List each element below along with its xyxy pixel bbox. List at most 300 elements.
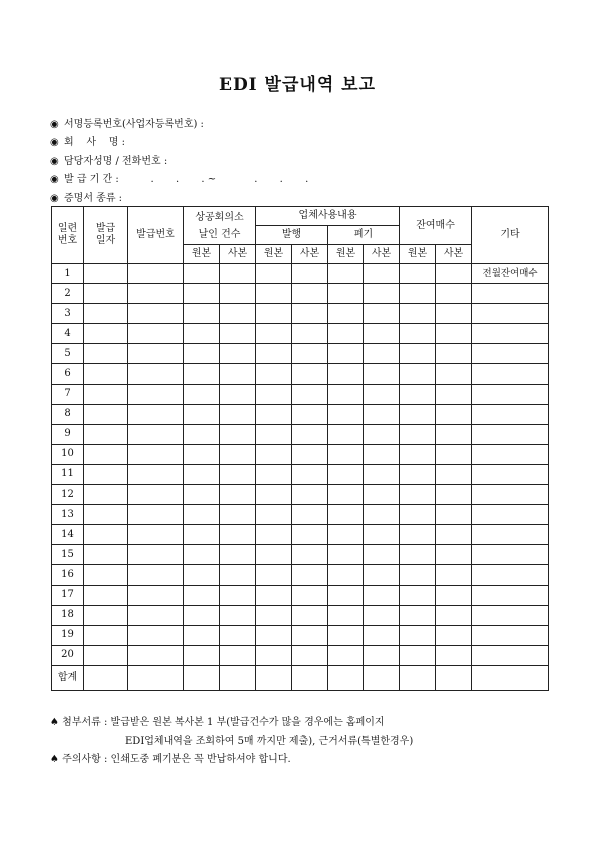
table-cell[interactable] <box>364 585 400 605</box>
bullet-icon: ◉ <box>50 155 59 167</box>
table-cell[interactable] <box>256 605 292 625</box>
table-cell[interactable] <box>128 525 184 545</box>
table-cell[interactable] <box>256 625 292 645</box>
row-number: 7 <box>52 384 84 404</box>
row-number: 4 <box>52 324 84 344</box>
header-usage: 업체사용내용 <box>256 207 400 226</box>
header-original: 원본 <box>328 245 364 264</box>
table-cell[interactable] <box>436 344 472 364</box>
table-cell[interactable] <box>220 444 256 464</box>
table-cell[interactable] <box>256 344 292 364</box>
field-issue-period <box>50 171 308 189</box>
table-cell[interactable] <box>220 545 256 565</box>
total-cell[interactable] <box>472 665 549 690</box>
table-cell[interactable] <box>84 645 128 665</box>
table-cell[interactable] <box>364 625 400 645</box>
table-cell[interactable] <box>328 364 364 384</box>
table-cell[interactable] <box>292 364 328 384</box>
table-cell[interactable] <box>292 625 328 645</box>
header-copy: 사본 <box>364 245 400 264</box>
table-cell[interactable] <box>128 384 184 404</box>
table-cell[interactable] <box>184 444 220 464</box>
table-cell[interactable] <box>292 304 328 324</box>
table-cell[interactable] <box>184 485 220 505</box>
header-issued: 발행 <box>256 226 328 245</box>
table-cell[interactable] <box>184 304 220 324</box>
total-cell[interactable] <box>220 665 256 690</box>
table-cell[interactable] <box>220 605 256 625</box>
table-cell[interactable] <box>220 424 256 444</box>
table-cell[interactable] <box>292 545 328 565</box>
header-issue-no: 발급번호 <box>128 207 184 264</box>
table-cell[interactable] <box>184 284 220 304</box>
row-number: 19 <box>52 625 84 645</box>
table-cell[interactable] <box>292 384 328 404</box>
table-cell[interactable] <box>400 625 436 645</box>
table-cell[interactable] <box>128 424 184 444</box>
table-row <box>52 344 549 364</box>
bullet-icon: ◉ <box>50 192 59 204</box>
table-cell[interactable] <box>400 565 436 585</box>
table-cell[interactable] <box>436 585 472 605</box>
table-cell[interactable] <box>128 565 184 585</box>
table-cell[interactable] <box>184 384 220 404</box>
etc-cell[interactable] <box>472 605 549 625</box>
table-cell[interactable] <box>184 605 220 625</box>
table-cell[interactable] <box>84 404 128 424</box>
table-cell[interactable] <box>128 545 184 565</box>
total-cell[interactable] <box>256 665 292 690</box>
row-number: 3 <box>52 304 84 324</box>
table-cell[interactable] <box>328 344 364 364</box>
table-cell[interactable] <box>436 384 472 404</box>
table-cell[interactable] <box>128 364 184 384</box>
table-cell[interactable] <box>400 605 436 625</box>
table-cell[interactable] <box>84 605 128 625</box>
table-cell[interactable] <box>436 444 472 464</box>
table-cell[interactable] <box>364 565 400 585</box>
table-cell[interactable] <box>128 485 184 505</box>
header-chamber-count: 상공회의소 날인 건수 <box>184 207 256 245</box>
table-cell[interactable] <box>128 304 184 324</box>
table-cell[interactable] <box>292 264 328 284</box>
table-cell[interactable] <box>220 304 256 324</box>
row-number: 11 <box>52 464 84 484</box>
row-number: 9 <box>52 424 84 444</box>
table-row <box>52 605 549 625</box>
caution-text: 인쇄도중 폐기분은 꼭 반납하셔야 합니다. <box>110 754 291 765</box>
table-cell[interactable] <box>220 565 256 585</box>
table-cell[interactable] <box>184 424 220 444</box>
header-original: 원본 <box>184 245 220 264</box>
table-cell[interactable] <box>328 424 364 444</box>
table-cell[interactable] <box>400 485 436 505</box>
table-cell[interactable] <box>84 505 128 525</box>
table-cell[interactable] <box>328 605 364 625</box>
table-cell[interactable] <box>220 344 256 364</box>
table-cell[interactable] <box>220 264 256 284</box>
table-row <box>52 505 549 525</box>
table-row <box>52 304 549 324</box>
table-cell[interactable] <box>220 284 256 304</box>
table-cell[interactable] <box>84 344 128 364</box>
header-remaining: 잔여매수 <box>400 207 472 245</box>
etc-cell[interactable] <box>472 545 549 565</box>
table-row <box>52 364 549 384</box>
table-cell[interactable] <box>292 525 328 545</box>
etc-cell[interactable] <box>472 364 549 384</box>
table-cell[interactable] <box>256 304 292 324</box>
table-cell[interactable] <box>292 505 328 525</box>
etc-cell[interactable] <box>472 645 549 665</box>
etc-cell[interactable] <box>472 324 549 344</box>
table-cell[interactable] <box>400 464 436 484</box>
table-cell[interactable] <box>400 545 436 565</box>
table-cell[interactable] <box>184 264 220 284</box>
etc-cell[interactable] <box>472 344 549 364</box>
total-cell[interactable] <box>128 665 184 690</box>
table-cell[interactable] <box>128 404 184 424</box>
header-serial: 일련 번호 <box>52 207 84 264</box>
bullet-icon: ◉ <box>50 119 59 130</box>
etc-cell[interactable] <box>472 485 549 505</box>
etc-cell[interactable] <box>472 304 549 324</box>
table-cell[interactable] <box>364 605 400 625</box>
header-etc: 기타 <box>472 207 549 264</box>
table-cell[interactable] <box>436 324 472 344</box>
table-cell[interactable] <box>436 545 472 565</box>
table-cell[interactable] <box>84 364 128 384</box>
table-row <box>52 545 549 565</box>
table-cell[interactable] <box>128 344 184 364</box>
table-cell[interactable] <box>328 324 364 344</box>
attach-line1: 발급받은 원본 복사본 1 부(발급건수가 많을 경우에는 홈페이지 <box>110 717 385 728</box>
table-cell[interactable] <box>364 404 400 424</box>
etc-cell[interactable] <box>472 384 549 404</box>
table-cell[interactable] <box>256 545 292 565</box>
table-cell[interactable] <box>184 464 220 484</box>
table-cell[interactable] <box>84 464 128 484</box>
table-cell[interactable] <box>256 384 292 404</box>
table-cell[interactable] <box>256 525 292 545</box>
table-cell[interactable] <box>364 645 400 665</box>
total-cell[interactable] <box>184 665 220 690</box>
table-cell[interactable] <box>184 545 220 565</box>
table-cell[interactable] <box>364 364 400 384</box>
table-row <box>52 485 549 505</box>
row-number: 2 <box>52 284 84 304</box>
table-cell[interactable] <box>364 384 400 404</box>
table-cell[interactable] <box>364 424 400 444</box>
table-cell[interactable] <box>256 645 292 665</box>
table-cell[interactable] <box>256 404 292 424</box>
table-cell[interactable] <box>400 324 436 344</box>
table-cell[interactable] <box>220 324 256 344</box>
spade-icon: ♠ <box>50 754 59 765</box>
header-issue-date: 발급 일자 <box>84 207 128 264</box>
table-cell[interactable] <box>84 264 128 284</box>
table-cell[interactable] <box>84 444 128 464</box>
header-void: 폐기 <box>328 226 400 245</box>
table-cell[interactable] <box>84 424 128 444</box>
total-cell[interactable] <box>364 665 400 690</box>
table-row <box>52 384 549 404</box>
table-row <box>52 585 549 605</box>
table-cell[interactable] <box>400 424 436 444</box>
table-cell[interactable] <box>364 444 400 464</box>
table-cell[interactable] <box>220 384 256 404</box>
field-label: 발 급 기 간 : . . . ~ . . . <box>64 174 309 186</box>
table-cell[interactable] <box>292 585 328 605</box>
row-number: 8 <box>52 404 84 424</box>
header-copy: 사본 <box>220 245 256 264</box>
table-cell[interactable] <box>220 485 256 505</box>
table-cell[interactable] <box>400 505 436 525</box>
table-cell[interactable] <box>400 404 436 424</box>
spade-icon: ♠ <box>50 717 59 728</box>
table-cell[interactable] <box>220 364 256 384</box>
total-cell[interactable] <box>292 665 328 690</box>
table-cell[interactable] <box>364 505 400 525</box>
etc-cell[interactable] <box>472 505 549 525</box>
table-cell[interactable] <box>84 384 128 404</box>
table-cell[interactable] <box>400 264 436 284</box>
table-cell[interactable] <box>436 304 472 324</box>
table-cell[interactable] <box>220 625 256 645</box>
table-cell[interactable] <box>400 284 436 304</box>
table-cell[interactable] <box>292 404 328 424</box>
table-cell[interactable] <box>128 264 184 284</box>
table-cell[interactable] <box>436 645 472 665</box>
table-cell[interactable] <box>184 344 220 364</box>
table-cell[interactable] <box>84 565 128 585</box>
etc-cell[interactable] <box>472 525 549 545</box>
total-label: 합계 <box>52 665 84 690</box>
table-row <box>52 645 549 665</box>
table-cell[interactable] <box>436 264 472 284</box>
table-cell[interactable] <box>220 404 256 424</box>
table-cell[interactable] <box>292 565 328 585</box>
table-cell[interactable] <box>436 525 472 545</box>
table-cell[interactable] <box>400 304 436 324</box>
field-registration-no <box>50 116 308 134</box>
table-cell[interactable] <box>220 464 256 484</box>
table-cell[interactable] <box>220 645 256 665</box>
table-cell[interactable] <box>128 605 184 625</box>
table-cell[interactable] <box>256 485 292 505</box>
row-number: 16 <box>52 565 84 585</box>
table-cell[interactable] <box>256 444 292 464</box>
etc-cell[interactable] <box>472 424 549 444</box>
etc-cell[interactable] <box>472 585 549 605</box>
etc-cell[interactable] <box>472 625 549 645</box>
total-cell[interactable] <box>84 665 128 690</box>
table-cell[interactable] <box>84 485 128 505</box>
table-cell[interactable] <box>256 264 292 284</box>
table-cell[interactable] <box>184 324 220 344</box>
table-cell[interactable] <box>328 404 364 424</box>
table-row <box>52 324 549 344</box>
document-title: EDI 발급내역 보고 <box>218 75 377 95</box>
table-cell[interactable] <box>292 424 328 444</box>
table-cell[interactable] <box>436 364 472 384</box>
table-cell[interactable] <box>436 424 472 444</box>
attach-label: 첨부서류 : <box>62 717 108 728</box>
table-cell[interactable] <box>328 645 364 665</box>
table-cell[interactable] <box>292 324 328 344</box>
table-cell[interactable] <box>184 404 220 424</box>
table-cell[interactable] <box>400 645 436 665</box>
table-row <box>52 424 549 444</box>
table-cell[interactable] <box>328 304 364 324</box>
note-caution <box>50 751 413 770</box>
header-original: 원본 <box>256 245 292 264</box>
etc-cell[interactable] <box>472 284 549 304</box>
table-cell[interactable] <box>328 545 364 565</box>
table-cell[interactable] <box>184 565 220 585</box>
table-cell[interactable] <box>128 464 184 484</box>
table-cell[interactable] <box>328 525 364 545</box>
table-cell[interactable] <box>400 585 436 605</box>
etc-cell[interactable]: 전월잔여매수 <box>472 264 549 284</box>
table-row <box>52 444 549 464</box>
table-cell[interactable] <box>184 645 220 665</box>
table-row <box>52 625 549 645</box>
field-label: 증명서 종류 : <box>64 192 123 204</box>
table-cell[interactable] <box>184 625 220 645</box>
table-cell[interactable] <box>84 545 128 565</box>
table-cell[interactable] <box>84 625 128 645</box>
table-cell[interactable] <box>328 464 364 484</box>
table-cell[interactable] <box>128 625 184 645</box>
table-cell[interactable] <box>292 464 328 484</box>
table-cell[interactable] <box>128 444 184 464</box>
row-number: 1 <box>52 264 84 284</box>
table-cell[interactable] <box>436 625 472 645</box>
table-cell[interactable] <box>220 505 256 525</box>
table-cell[interactable] <box>84 304 128 324</box>
row-number: 18 <box>52 605 84 625</box>
table-cell[interactable] <box>364 324 400 344</box>
table-cell[interactable] <box>220 525 256 545</box>
table-cell[interactable] <box>292 645 328 665</box>
table-cell[interactable] <box>184 505 220 525</box>
table-cell[interactable] <box>128 585 184 605</box>
etc-cell[interactable] <box>472 565 549 585</box>
field-company-name <box>50 134 308 152</box>
notes-section <box>50 714 413 770</box>
table-cell[interactable] <box>364 264 400 284</box>
table-cell[interactable] <box>256 565 292 585</box>
total-cell[interactable] <box>436 665 472 690</box>
table-cell[interactable] <box>256 424 292 444</box>
total-cell[interactable] <box>400 665 436 690</box>
table-cell[interactable] <box>328 485 364 505</box>
table-cell[interactable] <box>128 505 184 525</box>
table-cell[interactable] <box>364 464 400 484</box>
table-cell[interactable] <box>436 605 472 625</box>
table-row <box>52 464 549 484</box>
table-cell[interactable] <box>364 545 400 565</box>
etc-cell[interactable] <box>472 444 549 464</box>
row-number: 6 <box>52 364 84 384</box>
table-cell[interactable] <box>436 505 472 525</box>
row-number: 20 <box>52 645 84 665</box>
table-cell[interactable] <box>328 384 364 404</box>
table-cell[interactable] <box>400 525 436 545</box>
table-cell[interactable] <box>292 605 328 625</box>
table-cell[interactable] <box>184 525 220 545</box>
table-cell[interactable] <box>128 284 184 304</box>
etc-cell[interactable] <box>472 464 549 484</box>
table-cell[interactable] <box>400 444 436 464</box>
table-cell[interactable] <box>328 505 364 525</box>
table-cell[interactable] <box>400 384 436 404</box>
table-cell[interactable] <box>436 565 472 585</box>
table-cell[interactable] <box>220 585 256 605</box>
table-cell[interactable] <box>292 344 328 364</box>
table-cell[interactable] <box>256 585 292 605</box>
caution-label: 주의사항 : <box>62 754 108 765</box>
row-number: 12 <box>52 485 84 505</box>
table-cell[interactable] <box>364 344 400 364</box>
table-cell[interactable] <box>328 444 364 464</box>
field-label: 담당자성명 / 전화번호 : <box>64 155 168 167</box>
table-cell[interactable] <box>436 404 472 424</box>
table-cell[interactable] <box>292 444 328 464</box>
table-cell[interactable] <box>436 464 472 484</box>
header-copy: 사본 <box>292 245 328 264</box>
table-cell[interactable] <box>256 505 292 525</box>
table-cell[interactable] <box>84 324 128 344</box>
table-cell[interactable] <box>292 284 328 304</box>
table-cell[interactable] <box>256 284 292 304</box>
total-cell[interactable] <box>328 665 364 690</box>
table-cell[interactable] <box>84 525 128 545</box>
table-cell[interactable] <box>364 304 400 324</box>
table-cell[interactable] <box>328 625 364 645</box>
table-cell[interactable] <box>184 364 220 384</box>
table-cell[interactable] <box>328 264 364 284</box>
table-cell[interactable] <box>256 364 292 384</box>
header-original: 원본 <box>400 245 436 264</box>
table-cell[interactable] <box>364 284 400 304</box>
table-cell[interactable] <box>84 284 128 304</box>
table-cell[interactable] <box>400 364 436 384</box>
table-cell[interactable] <box>292 485 328 505</box>
table-cell[interactable] <box>400 344 436 364</box>
table-cell[interactable] <box>128 324 184 344</box>
table-cell[interactable] <box>436 485 472 505</box>
table-cell[interactable] <box>184 585 220 605</box>
table-cell[interactable] <box>436 284 472 304</box>
etc-cell[interactable] <box>472 404 549 424</box>
field-label: 회 사 명 : <box>64 137 125 149</box>
table-cell[interactable] <box>328 585 364 605</box>
total-row <box>52 665 549 690</box>
table-cell[interactable] <box>256 464 292 484</box>
note-attachments <box>50 714 413 733</box>
table-cell[interactable] <box>84 585 128 605</box>
table-cell[interactable] <box>328 565 364 585</box>
header-copy: 사본 <box>436 245 472 264</box>
table-cell[interactable] <box>364 485 400 505</box>
table-cell[interactable] <box>256 324 292 344</box>
table-cell[interactable] <box>364 525 400 545</box>
table-cell[interactable] <box>128 645 184 665</box>
table-row <box>52 404 549 424</box>
table-cell[interactable] <box>328 284 364 304</box>
